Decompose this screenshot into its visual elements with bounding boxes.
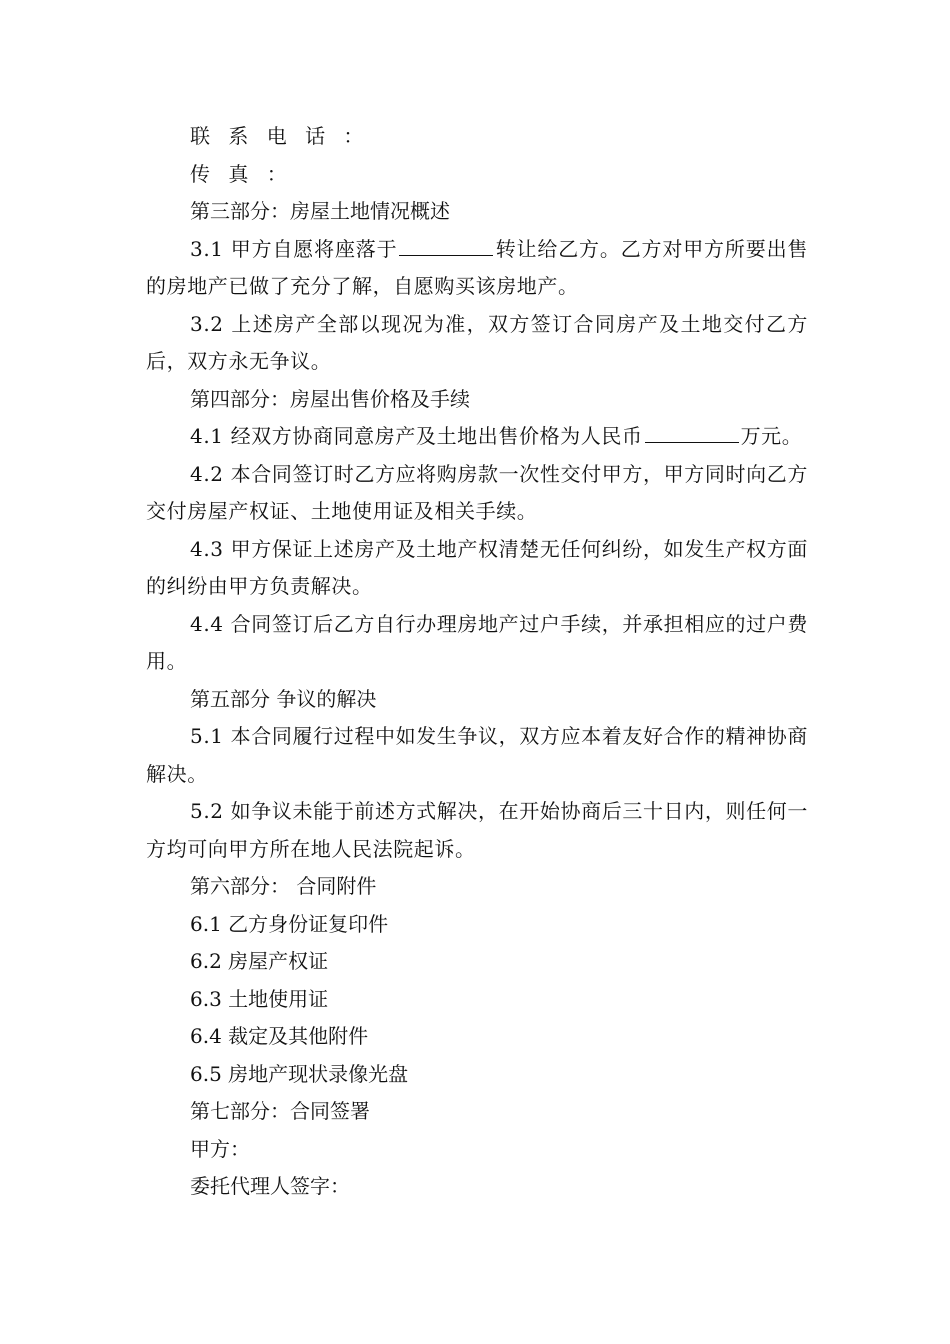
clause-3-1 xyxy=(146,231,808,306)
clause-4-2: 4.2 本合同签订时乙方应将购房款一次性交付甲方，甲方同时向乙方交付房屋产权证、土地使用证及相关手续。 xyxy=(146,461,808,523)
part4-heading: 第四部分：房屋出售价格及手续 xyxy=(190,386,470,411)
contact-phone-label: 联 系 电 话 ： xyxy=(190,124,370,148)
clause-5-2: 5.2 如争议未能于前述方式解决，在开始协商后三十日内，则任何一方均可向甲方所在地人民法院起诉。 xyxy=(146,799,808,861)
clause-3-1-text-b: 转让给乙方。乙方对甲方所要出售的房地产已做了充分了解，自愿购买该房地产。 xyxy=(146,236,808,298)
attachment-6-2: 6.2 房屋产权证 xyxy=(190,949,329,973)
clause-4-1-text-a: 4.1 经双方协商同意房产及土地出售价格为人民币 xyxy=(190,424,643,448)
part5-heading: 第五部分 争议的解决 xyxy=(190,686,377,711)
part6-heading: 第六部分： 合同附件 xyxy=(190,874,377,898)
part3-heading: 第三部分：房屋土地情况概述 xyxy=(190,199,450,223)
attachment-6-5: 6.5 房地产现状录像光盘 xyxy=(190,1061,409,1086)
price-blank-field xyxy=(645,424,739,443)
clause-4-4: 4.4 合同签订后乙方自行办理房地产过户手续，并承担相应的过户费用。 xyxy=(146,611,808,673)
location-blank-field xyxy=(399,237,493,256)
clause-3-1-text-a: 3.1 甲方自愿将座落于 xyxy=(190,236,398,261)
clause-4-1-text-b: 万元。 xyxy=(740,424,803,448)
clause-3-2: 3.2 上述房产全部以现况为准，双方签订合同房产及土地交付乙方后，双方永无争议。 xyxy=(146,311,808,373)
party-a-label: 甲方： xyxy=(190,1136,250,1161)
clause-4-3: 4.3 甲方保证上述房产及土地产权清楚无任何纠纷，如发生产权方面的纠纷由甲方负责解决。 xyxy=(146,536,808,598)
attachment-6-1: 6.1 乙方身份证复印件 xyxy=(190,911,389,936)
agent-signature-label: 委托代理人签字： xyxy=(190,1174,350,1198)
part7-heading: 第七部分：合同签署 xyxy=(190,1099,370,1123)
clause-5-1: 5.1 本合同履行过程中如发生争议，双方应本着友好合作的精神协商解决。 xyxy=(146,724,808,786)
attachment-6-3: 6.3 土地使用证 xyxy=(190,986,329,1011)
fax-label: 传 真 ： xyxy=(190,161,293,186)
attachment-6-4: 6.4 裁定及其他附件 xyxy=(190,1024,369,1048)
document-body xyxy=(146,118,808,1206)
clause-4-1 xyxy=(146,418,808,456)
